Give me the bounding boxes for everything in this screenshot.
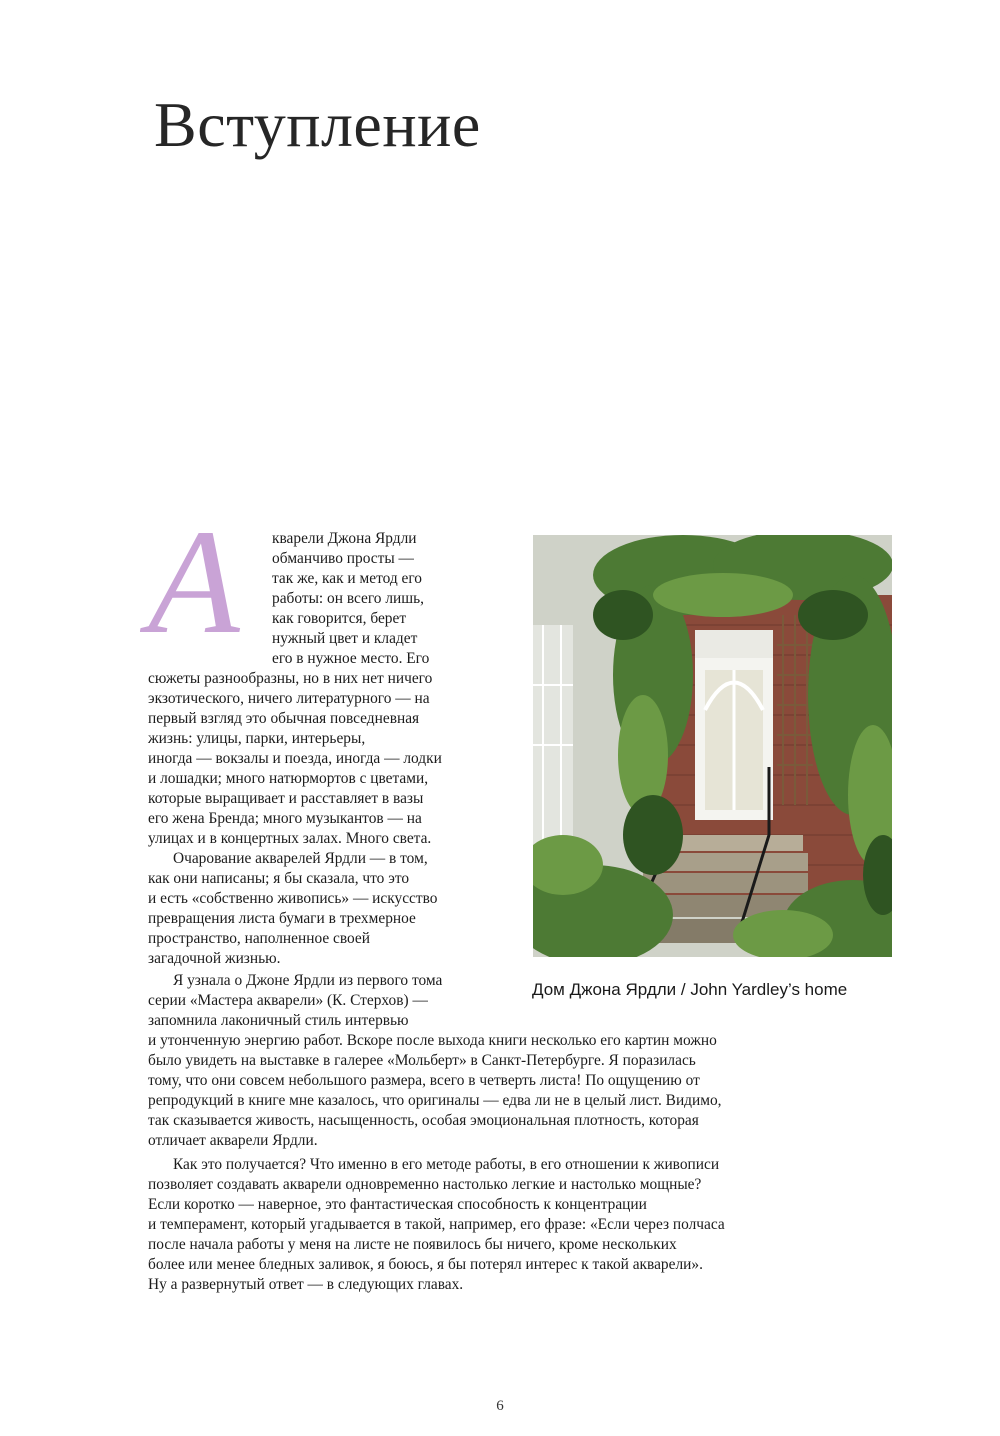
text-line: Если коротко — наверное, это фантастическая способность к концентрации [148,1196,647,1213]
text-line: было увидеть на выставке в галерее «Мольберт» в Санкт-Петербурге. Я поразилась [148,1052,696,1069]
text-line: и лошадки; много натюрмортов с цветами, [148,770,429,787]
text-line: его жена Бренда; много музыкантов — на [148,810,422,827]
text-line: репродукций в книге мне казалось, что оригиналы — едва ли не в целый лист. Видимо, [148,1092,722,1109]
text-line: Я узнала о Джоне Ярдли из первого тома [173,972,443,989]
page-title: Вступление [154,89,481,160]
text-line: запомнила лаконичный стиль интервью [148,1012,409,1029]
text-line: так же, как и метод его [272,570,422,587]
page-number: 6 [496,1398,504,1414]
text-line: и утонченную энергию работ. Вскоре после выхода книги несколько его картин можно [148,1032,717,1049]
text-line: Как это получается? Что именно в его методе работы, в его отношении к живописи [173,1156,720,1173]
text-line: его в нужное место. Его [272,650,430,667]
text-line: и темперамент, который угадывается в такой, например, его фразе: «Если через полчаса [148,1216,725,1233]
text-line: улицах и в концертных залах. Много света. [148,830,432,847]
text-line: первый взгляд это обычная повседневная [148,710,420,727]
text-line: отличает акварели Ярдли. [148,1132,318,1149]
text-line: как говорится, берет [272,610,407,627]
text-line: пространство, наполненное своей [148,930,370,947]
photo-caption: Дом Джона Ярдли / John Yardley’s home [532,980,848,999]
text-line: после начала работы у меня на листе не появилось бы ничего, кроме нескольких [148,1236,677,1253]
text-line: так сказывается живость, насыщенность, особая эмоциональная плотность, которая [148,1112,699,1129]
drop-cap-letter: А [148,520,240,665]
text-line: и есть «собственно живопись» — искусство [148,890,438,907]
text-line: нужный цвет и кладет [272,630,418,647]
text-line: иногда — вокзалы и поезда, иногда — лодки [148,750,442,767]
text-line: как они написаны; я бы сказала, что это [148,870,410,887]
text-line: которые выращивает и расставляет в вазы [148,790,424,807]
text-line: более или менее бледных заливок, я боюсь, я бы потерял интерес к такой акварели». [148,1256,703,1273]
text-line: сюжеты разнообразны, но в них нет ничего [148,670,433,687]
text-line: позволяет создавать акварели одновременно настолько легкие и настолько мощные? [148,1176,702,1193]
text-line: Очарование акварелей Ярдли — в том, [173,850,428,867]
text-line: Ну а развернутый ответ — в следующих главах. [148,1276,464,1293]
text-line: серии «Мастера акварели» (К. Стерхов) — [148,992,428,1009]
text-line: превращения листа бумаги в трехмерное [148,910,416,927]
text-line: экзотического, ничего литературного — на [148,690,430,707]
house-photo [533,535,892,957]
text-line: тому, что они совсем небольшого размера, всего в четверть листа! По ощущению от [148,1072,700,1089]
drop-cap [140,520,280,670]
text-line: загадочной жизнью. [148,950,281,967]
text-line: работы: он всего лишь, [272,590,424,607]
text-line: жизнь: улицы, парки, интерьеры, [148,730,366,747]
text-line: обманчиво просты — [272,550,414,567]
text-line: кварели Джона Ярдли [272,530,417,547]
